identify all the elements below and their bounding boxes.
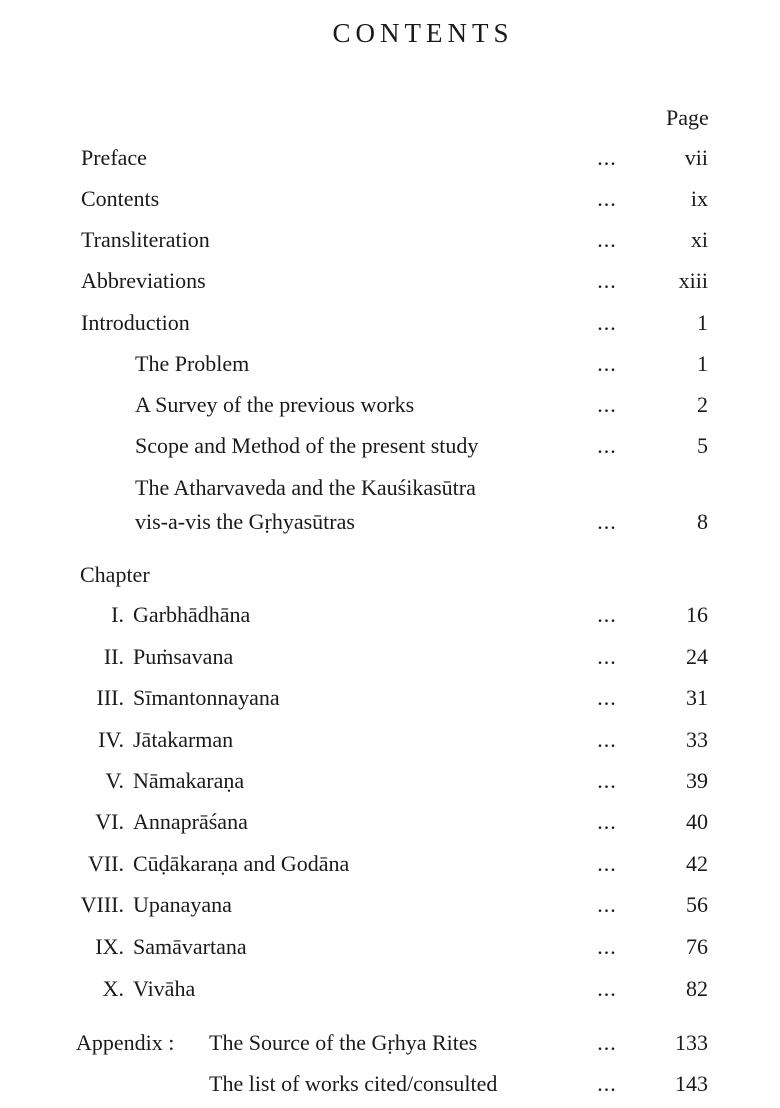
leader-dots: ... — [597, 602, 617, 627]
leader-dots: ... — [597, 685, 617, 710]
leader-dots: ... — [597, 186, 617, 211]
page-number: vii — [684, 145, 708, 170]
leader-dots: ... — [597, 1030, 617, 1055]
leader-dots: ... — [597, 227, 617, 252]
chapter-title: Vivāha — [133, 976, 196, 1001]
toc-subentry: The Problem — [135, 351, 250, 376]
page-number: 143 — [675, 1071, 708, 1096]
chapter-number: III. — [96, 685, 124, 710]
toc-entry: Transliteration — [81, 227, 210, 252]
page-number: 133 — [675, 1030, 708, 1055]
page-number: 33 — [686, 727, 708, 752]
chapter-number: VI. — [95, 809, 124, 834]
leader-dots: ... — [597, 892, 617, 917]
toc-entry: Introduction — [81, 310, 190, 335]
chapter-number: II. — [103, 644, 124, 669]
page-number: ix — [690, 186, 708, 211]
page-number: 8 — [697, 509, 708, 534]
toc-entry: Abbreviations — [81, 268, 206, 293]
toc-subentry: A Survey of the previous works — [135, 392, 415, 417]
page-number: 42 — [686, 851, 708, 876]
toc-entry: Contents — [81, 186, 160, 211]
chapter-number: X. — [102, 976, 124, 1001]
leader-dots: ... — [597, 727, 617, 752]
chapter-title: Annaprāśana — [133, 809, 248, 834]
leader-dots: ... — [597, 1071, 617, 1096]
appendix-entry: The Source of the Gṛhya Rites — [209, 1030, 478, 1055]
page-number: 82 — [686, 976, 708, 1001]
chapter-number: IX. — [95, 934, 124, 959]
chapter-number: VIII. — [80, 892, 124, 917]
chapter-title: Nāmakaraṇa — [133, 768, 245, 793]
page-number: 1 — [697, 310, 708, 335]
chapter-number: I. — [111, 602, 124, 627]
page-number: 56 — [686, 892, 708, 917]
toc-subentry: The Atharvaveda and the Kauśikasūtra — [135, 475, 476, 500]
page-number: 39 — [686, 768, 708, 793]
page-number: 31 — [686, 685, 708, 710]
chapter-title: Upanayana — [133, 892, 232, 917]
chapter-title: Samāvartana — [133, 934, 247, 959]
chapter-heading: Chapter — [80, 562, 150, 587]
page-column-header: Page — [666, 105, 709, 130]
leader-dots: ... — [597, 851, 617, 876]
leader-dots: ... — [597, 351, 617, 376]
toc-entry: Preface — [81, 145, 147, 170]
page-number: 76 — [686, 934, 708, 959]
page-number: 2 — [697, 392, 708, 417]
chapter-number: V. — [105, 768, 124, 793]
chapter-title: Garbhādhāna — [133, 602, 251, 627]
chapter-title: Cūḍākaraṇa and Godāna — [133, 851, 350, 876]
chapter-number: IV. — [98, 727, 124, 752]
chapter-title: Sīmantonnayana — [133, 685, 280, 710]
leader-dots: ... — [597, 976, 617, 1001]
leader-dots: ... — [597, 768, 617, 793]
chapter-title: Puṁsavana — [133, 644, 234, 669]
page-number: 24 — [686, 644, 708, 669]
page-number: xiii — [678, 268, 708, 293]
leader-dots: ... — [597, 145, 617, 170]
page-number: 40 — [686, 809, 708, 834]
leader-dots: ... — [597, 644, 617, 669]
page-number: 5 — [697, 433, 708, 458]
toc-subentry-cont: vis-a-vis the Gṛhyasūtras — [135, 509, 355, 534]
page-number: 16 — [686, 602, 708, 627]
page-number: 1 — [697, 351, 708, 376]
page-number: xi — [690, 227, 708, 252]
leader-dots: ... — [597, 809, 617, 834]
chapter-title: Jātakarman — [133, 727, 234, 752]
leader-dots: ... — [597, 934, 617, 959]
toc-subentry: Scope and Method of the present study — [135, 433, 479, 458]
appendix-label: Appendix : — [76, 1030, 175, 1055]
leader-dots: ... — [597, 310, 617, 335]
leader-dots: ... — [597, 433, 617, 458]
chapter-number: VII. — [87, 851, 124, 876]
leader-dots: ... — [597, 268, 617, 293]
appendix-entry: The list of works cited/consulted — [209, 1071, 498, 1096]
page-title: CONTENTS — [332, 18, 514, 48]
leader-dots: ... — [597, 392, 617, 417]
leader-dots: ... — [597, 509, 617, 534]
